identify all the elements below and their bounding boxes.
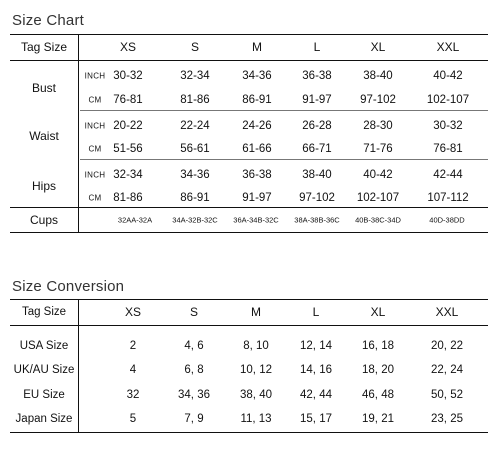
size-header: XXL — [435, 305, 459, 319]
cm-value: 86-91 — [242, 94, 272, 106]
cups-label: Cups — [29, 213, 59, 227]
inch-value: 30-32 — [113, 70, 143, 82]
conversion-value: 4 — [129, 364, 137, 376]
unit-cm: CM — [88, 144, 102, 154]
conversion-value: 15, 17 — [300, 413, 332, 425]
conversion-value: 6, 8 — [184, 364, 204, 376]
table-rule — [10, 207, 488, 208]
conversion-value: 22, 24 — [431, 364, 463, 376]
conversion-value: 38, 40 — [240, 389, 272, 401]
inch-value: 40-42 — [433, 70, 463, 82]
cm-value: 86-91 — [180, 192, 210, 204]
conversion-value: 46, 48 — [362, 389, 394, 401]
conversion-label: USA Size — [19, 340, 69, 352]
measure-label: Hips — [31, 179, 57, 193]
inch-value: 26-28 — [302, 120, 332, 132]
conversion-value: 8, 10 — [243, 340, 269, 352]
conversion-value: 32 — [126, 389, 140, 401]
tag-size-label: Tag Size — [21, 306, 67, 318]
inch-value: 22-24 — [180, 120, 210, 132]
inch-value: 28-30 — [363, 120, 393, 132]
cup-value: 36A-34B-32C — [233, 215, 279, 225]
size-header: L — [312, 305, 320, 319]
cm-value: 97-102 — [299, 192, 335, 204]
cm-value: 51-56 — [113, 143, 143, 155]
table-divider — [78, 299, 79, 432]
table-rule — [80, 159, 488, 160]
cm-value: 91-97 — [242, 192, 272, 204]
inch-value: 24-26 — [242, 120, 272, 132]
conversion-value: 7, 9 — [184, 413, 204, 425]
inch-value: 36-38 — [242, 169, 272, 181]
cm-value: 61-66 — [242, 143, 272, 155]
inch-value: 38-40 — [302, 169, 332, 181]
unit-inch: INCH — [84, 71, 106, 81]
cm-value: 97-102 — [360, 94, 396, 106]
cm-value: 102-107 — [356, 192, 400, 204]
conversion-value: 10, 12 — [240, 364, 272, 376]
conversion-value: 19, 21 — [362, 413, 394, 425]
cup-value: 40D-38DD — [429, 215, 465, 225]
cup-value: 38A-38B-36C — [294, 215, 340, 225]
table-rule — [10, 232, 488, 233]
size-header: XXL — [436, 40, 460, 54]
cm-value: 81-86 — [113, 192, 143, 204]
cm-value: 71-76 — [363, 143, 393, 155]
cm-value: 56-61 — [180, 143, 210, 155]
size-header: XS — [124, 305, 142, 319]
inch-value: 38-40 — [363, 70, 393, 82]
cup-value: 40B-38C-34D — [355, 215, 401, 225]
size-header: S — [190, 40, 200, 54]
table-rule — [10, 299, 488, 300]
unit-cm: CM — [88, 193, 102, 203]
inch-value: 32-34 — [113, 169, 143, 181]
conversion-label: Japan Size — [15, 413, 73, 425]
table-rule — [10, 432, 488, 433]
size-header: M — [251, 305, 261, 319]
cm-value: 76-81 — [113, 94, 143, 106]
conversion-value: 12, 14 — [300, 340, 332, 352]
cm-value: 66-71 — [302, 143, 332, 155]
inch-value: 34-36 — [180, 169, 210, 181]
conversion-value: 50, 52 — [431, 389, 463, 401]
size-conversion-title: Size Conversion — [12, 278, 125, 295]
conversion-value: 42, 44 — [300, 389, 332, 401]
conversion-value: 5 — [129, 413, 137, 425]
conversion-label: UK/AU Size — [13, 364, 75, 376]
conversion-label: EU Size — [23, 389, 65, 401]
unit-inch: INCH — [84, 170, 106, 180]
table-rule — [10, 60, 488, 61]
table-divider — [78, 34, 79, 232]
table-rule — [10, 325, 488, 326]
inch-value: 30-32 — [433, 120, 463, 132]
unit-cm: CM — [88, 95, 102, 105]
cm-value: 102-107 — [426, 94, 470, 106]
size-header: S — [189, 305, 199, 319]
conversion-value: 16, 18 — [362, 340, 394, 352]
size-header: XL — [370, 305, 386, 319]
size-header: XS — [119, 40, 137, 54]
size-chart-title: Size Chart — [12, 12, 85, 29]
inch-value: 34-36 — [242, 70, 272, 82]
cm-value: 91-97 — [302, 94, 332, 106]
conversion-value: 4, 6 — [184, 340, 204, 352]
conversion-value: 34, 36 — [178, 389, 210, 401]
cup-value: 32AA-32A — [117, 215, 153, 225]
size-header: L — [313, 40, 321, 54]
inch-value: 32-34 — [180, 70, 210, 82]
conversion-value: 11, 13 — [240, 413, 272, 425]
conversion-value: 20, 22 — [431, 340, 463, 352]
measure-label: Waist — [29, 129, 59, 143]
inch-value: 36-38 — [302, 70, 332, 82]
cm-value: 76-81 — [433, 143, 463, 155]
inch-value: 42-44 — [433, 169, 463, 181]
unit-inch: INCH — [84, 121, 106, 131]
inch-value: 20-22 — [113, 120, 143, 132]
cm-value: 107-112 — [427, 192, 469, 204]
tag-size-label: Tag Size — [20, 40, 68, 54]
conversion-value: 18, 20 — [362, 364, 394, 376]
conversion-value: 2 — [129, 340, 137, 352]
measure-label: Bust — [31, 81, 57, 95]
conversion-value: 14, 16 — [300, 364, 332, 376]
size-header: XL — [370, 40, 386, 54]
cm-value: 81-86 — [180, 94, 210, 106]
table-rule — [10, 34, 488, 35]
size-header: M — [252, 40, 262, 54]
table-rule — [80, 110, 488, 111]
inch-value: 40-42 — [363, 169, 393, 181]
cup-value: 34A-32B-32C — [172, 215, 218, 225]
conversion-value: 23, 25 — [431, 413, 463, 425]
